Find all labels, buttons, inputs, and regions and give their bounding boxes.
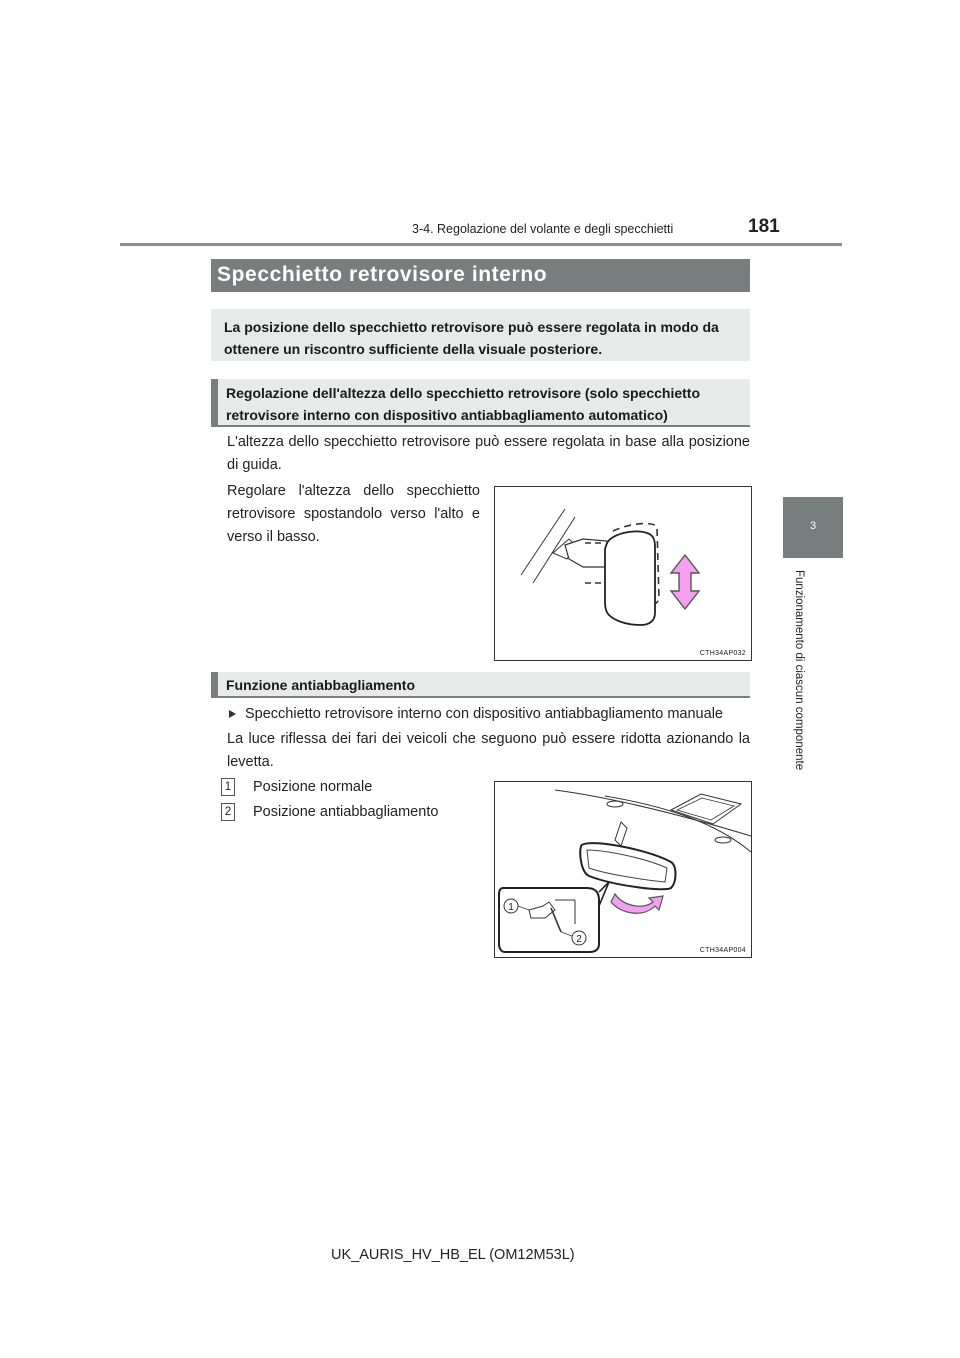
bullet-triangle-icon xyxy=(229,710,236,718)
lever-arrow-icon xyxy=(611,894,663,913)
item-number: 2 xyxy=(221,803,235,821)
header-rule xyxy=(120,243,842,246)
figure-mirror-height xyxy=(494,486,752,661)
subheading-antiglare: Funzione antiabbagliamento xyxy=(211,672,750,698)
figure-code: CTH34AP032 xyxy=(699,650,746,657)
height-instruction: Regolare l'altezza dello specchietto retrovisore spostandolo verso l'alto e verso il basso. xyxy=(227,483,480,545)
item-label: Posizione antiabbagliamento xyxy=(253,803,439,820)
subheading-height-adjustment: Regolazione dell'altezza dello specchietto retrovisore (solo specchietto retrovisore interno con dispositivo antiabbagliamento automatico) xyxy=(211,379,750,427)
bullet-text: Specchietto retrovisore interno con dispositivo antiabbagliamento manuale xyxy=(245,706,723,722)
height-paragraph: L'altezza dello specchietto retrovisore può essere regolata in base alla posizione di guida. xyxy=(227,434,750,473)
chapter-tab-label: Funzionamento di ciascun componente xyxy=(793,570,805,771)
chapter-tab-number: 3 xyxy=(809,520,817,532)
mirror-height-illustration xyxy=(495,487,751,660)
roof-fixture xyxy=(607,801,623,807)
antiglare-bullet xyxy=(227,703,750,726)
antiglare-illustration xyxy=(495,782,751,957)
callout-2-label: 2 xyxy=(576,934,582,945)
footer-code: UK_AURIS_HV_HB_EL (OM12M53L) xyxy=(331,1247,575,1263)
windshield-line xyxy=(521,509,565,575)
running-header-section: 3-4. Regolazione del volante e degli specchietti xyxy=(412,222,674,236)
figure-antiglare-lever xyxy=(494,781,752,958)
page-number: 181 xyxy=(748,216,780,237)
roof-fixture xyxy=(715,837,731,843)
figure-code: CTH34AP004 xyxy=(699,947,746,954)
item-number: 1 xyxy=(221,778,235,796)
item-label: Posizione normale xyxy=(253,778,373,795)
inset-pointer xyxy=(599,882,609,906)
intro-summary: La posizione dello specchietto retrovisore può essere regolata in modo da ottenere un riscontro sufficiente della visuale posteriore. xyxy=(211,309,750,361)
callout-1-label: 1 xyxy=(508,902,514,913)
mirror-body xyxy=(605,531,655,625)
antiglare-paragraph: La luce riflessa dei fari dei veicoli che seguono può essere ridotta azionando la levetta. xyxy=(227,731,750,770)
list-item xyxy=(221,803,438,821)
mirror-stem xyxy=(615,822,627,846)
page-title: Specchietto retrovisore interno xyxy=(211,259,750,292)
sunroof xyxy=(671,794,741,824)
list-item xyxy=(221,778,372,796)
up-down-arrow-icon xyxy=(671,555,699,609)
